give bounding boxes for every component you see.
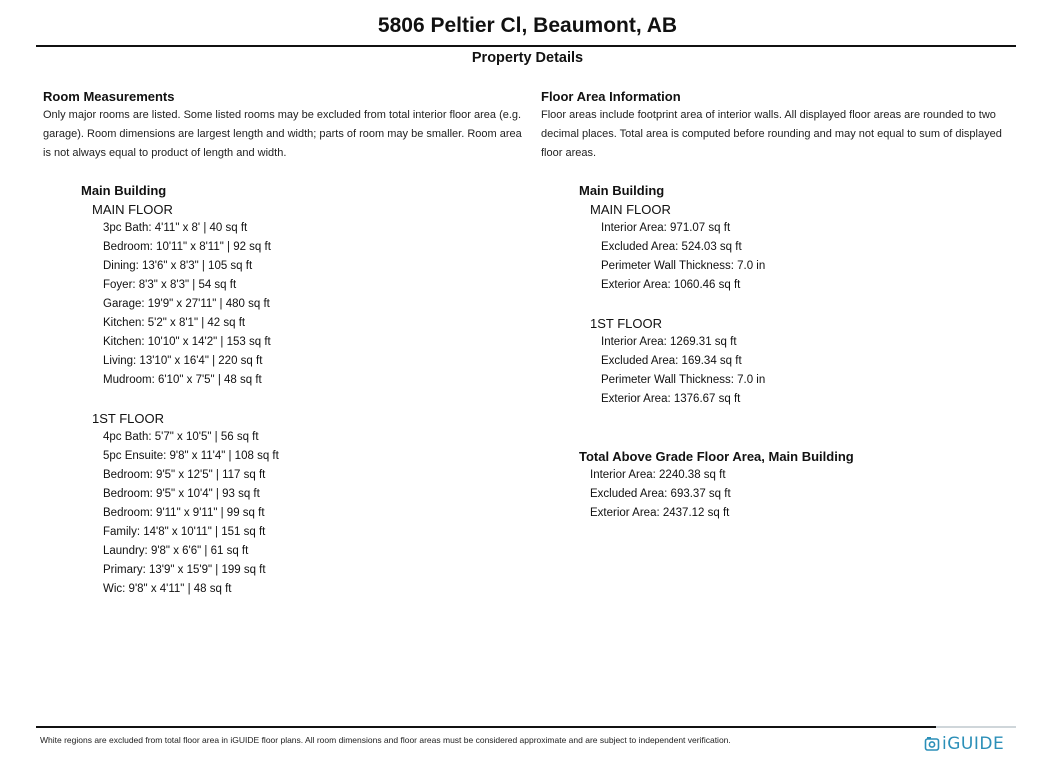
room-floor-label: 1ST FLOOR [92,411,165,426]
page-title: 5806 Peltier Cl, Beaumont, AB [377,14,678,37]
room-item: 3pc Bath: 4'11" x 8' | 40 sq ft [103,222,248,234]
room-item: Bedroom: 9'11" x 9'11" | 99 sq ft [103,507,265,519]
room-measurements-heading: Room Measurements [43,89,175,104]
room-item: 4pc Bath: 5'7" x 10'5" | 56 sq ft [103,431,259,443]
area-building-title: Main Building [579,183,665,198]
area-item: Excluded Area: 524.03 sq ft [601,241,742,253]
area-item: Interior Area: 971.07 sq ft [601,222,731,234]
room-floor-label: MAIN FLOOR [92,202,173,217]
iguide-camera-icon [924,736,940,752]
room-item: Mudroom: 6'10" x 7'5" | 48 sq ft [103,374,262,386]
room-item: Kitchen: 10'10" x 14'2" | 153 sq ft [103,336,271,348]
room-item: Primary: 13'9" x 15'9" | 199 sq ft [103,564,266,576]
footer-disclaimer: White regions are excluded from total floor area in iGUIDE floor plans. All room dimensions and floor areas must be considered approximate and are subject to independent verification. [40,735,731,745]
total-area-item: Interior Area: 2240.38 sq ft [590,469,726,481]
room-item: Bedroom: 9'5" x 12'5" | 117 sq ft [103,469,266,481]
area-item: Perimeter Wall Thickness: 7.0 in [601,260,766,272]
area-floor-label: MAIN FLOOR [590,202,671,217]
area-floor-label: 1ST FLOOR [590,316,663,331]
area-item: Exterior Area: 1376.67 sq ft [601,393,741,405]
area-item: Excluded Area: 169.34 sq ft [601,355,742,367]
iguide-logo [924,732,1004,756]
room-building-title: Main Building [81,183,167,198]
footer-divider-accent [936,726,1016,728]
room-item: Garage: 19'9" x 27'11" | 480 sq ft [103,298,270,310]
room-measurements-note: Only major rooms are listed. Some listed rooms may be excluded from total interior floor area (e.g. garage). Room dimensions are largest length and width; parts of room may be smaller. Room area is not always equal to product of length and width. [43,109,522,159]
floor-area-note: Floor areas include footprint area of interior walls. All displayed floor areas are rounded to two decimal places. Total area is computed before rounding and may not equal to sum of displayed floor areas. [541,109,1002,159]
area-item: Interior Area: 1269.31 sq ft [601,336,737,348]
floor-area-section [541,89,1021,523]
total-area-item: Excluded Area: 693.37 sq ft [590,488,731,500]
logo-wordmark: iGUIDE [942,734,1005,754]
area-item: Perimeter Wall Thickness: 7.0 in [601,374,766,386]
total-area-item: Exterior Area: 2437.12 sq ft [590,507,730,519]
room-item: Foyer: 8'3" x 8'3" | 54 sq ft [103,279,237,291]
total-area-heading: Total Above Grade Floor Area, Main Building [579,449,854,464]
room-item: Dining: 13'6" x 8'3" | 105 sq ft [103,260,253,272]
room-item: 5pc Ensuite: 9'8" x 11'4" | 108 sq ft [103,450,279,462]
room-item: Family: 14'8" x 10'11" | 151 sq ft [103,526,266,538]
spacer [541,295,1021,314]
footer-divider [36,726,936,728]
room-item: Living: 13'10" x 16'4" | 220 sq ft [103,355,263,367]
room-item: Laundry: 9'8" x 6'6" | 61 sq ft [103,545,249,557]
page-subtitle: Property Details [471,50,584,66]
room-item: Bedroom: 9'5" x 10'4" | 93 sq ft [103,488,260,500]
spacer [43,390,523,409]
room-item: Kitchen: 5'2" x 8'1" | 42 sq ft [103,317,246,329]
floor-area-heading: Floor Area Information [541,89,681,104]
room-item: Bedroom: 10'11" x 8'11" | 92 sq ft [103,241,271,253]
area-item: Exterior Area: 1060.46 sq ft [601,279,741,291]
room-item: Wic: 9'8" x 4'11" | 48 sq ft [103,583,232,595]
room-measurements-section [43,89,523,599]
header-divider [36,45,1016,47]
